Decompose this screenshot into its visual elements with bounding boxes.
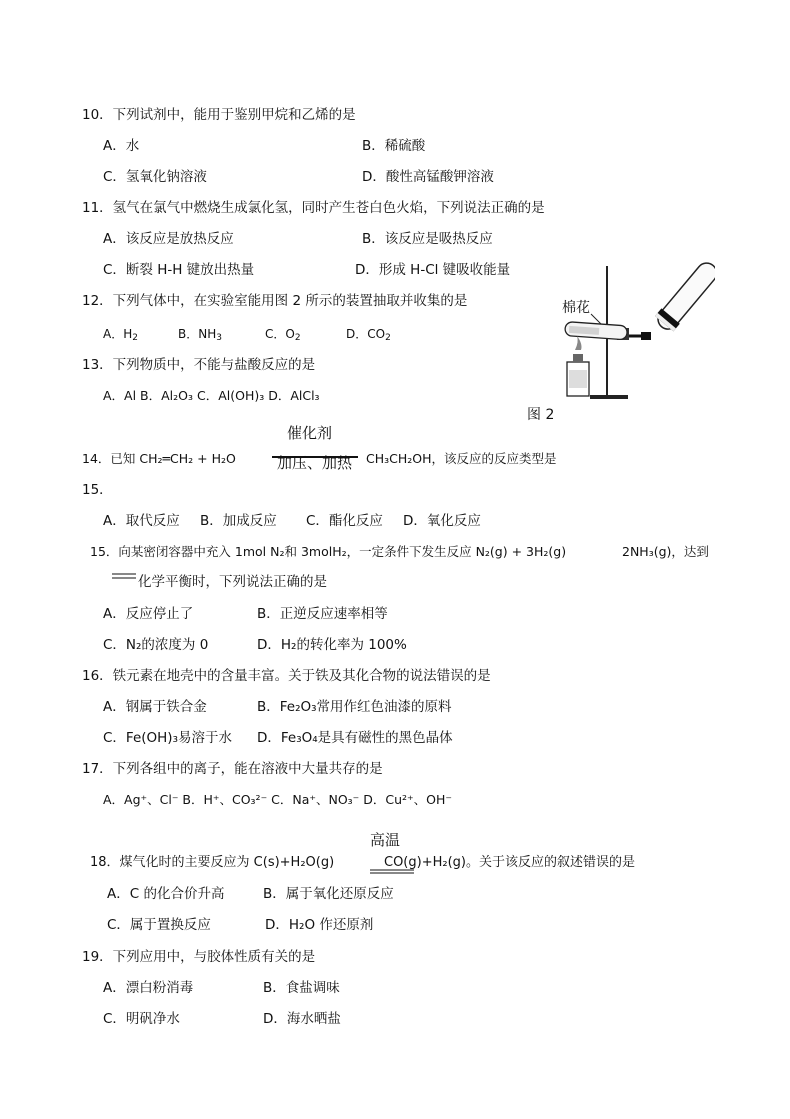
q14-catalyst-label: 催化剂 — [287, 424, 333, 442]
q10-option-d: D．酸性高锰酸钾溶液 — [362, 169, 494, 185]
q18-option-d: D．H₂O 作还原剂 — [265, 917, 374, 933]
question-14-stem-pre: 14．已知 CH₂═CH₂ + H₂O — [82, 451, 236, 466]
q10-option-a: A．水 — [103, 138, 140, 154]
q18-condition-above: 高温 — [370, 831, 401, 849]
question-18-stem-pre: 18．煤气化时的主要反应为 C(s)+H₂O(g) — [90, 855, 335, 870]
q11-option-c: C．断裂 H-H 键放出热量 — [103, 262, 255, 278]
q12-option-c: C．$O_2$ — [265, 327, 301, 343]
question-14-stem-post: CH₃CH₂OH，该反应的反应类型是 — [366, 451, 557, 466]
question-16-stem: 16．铁元素在地壳中的含量丰富。关于铁及其化合物的说法错误的是 — [82, 668, 491, 684]
figure-2-apparatus — [555, 262, 715, 402]
q16-option-d: D．Fe₃O₄是具有磁性的黑色晶体 — [257, 730, 453, 746]
question-10-stem: 10．下列试剂中，能用于鉴别甲烷和乙烯的是 — [82, 107, 356, 123]
q19-option-b: B．食盐调味 — [263, 980, 340, 996]
q11-option-b: B．该反应是吸热反应 — [362, 231, 493, 247]
q16-option-c: C．Fe(OH)₃易溶于水 — [103, 730, 232, 746]
q10-option-c: C．氢氧化钠溶液 — [103, 169, 207, 185]
q14-option-b: B．加成反应 — [200, 513, 277, 529]
equilibrium-arrow-icon — [112, 564, 136, 570]
q12-option-d: D．$CO_2$ — [346, 327, 391, 343]
q17-options: A．Ag⁺、Cl⁻ B．H⁺、CO₃²⁻ C．Na⁺、NO₃⁻ D．Cu²⁺、OH⁻ — [103, 792, 452, 807]
q18-option-a: A．C 的化合价升高 — [107, 886, 225, 902]
question-19-stem: 19．下列应用中，与胶体性质有关的是 — [82, 949, 316, 965]
q10-option-b: B．稀硫酸 — [362, 138, 426, 154]
q18-option-c: C．属于置换反应 — [107, 917, 211, 933]
q12-option-b: B．$NH_3$ — [178, 327, 222, 343]
q15-option-c: C．N₂的浓度为 0 — [103, 637, 209, 653]
question-15-product: 2NH₃(g)，达到 — [622, 544, 709, 559]
q16-option-b: B．Fe₂O₃常用作红色油漆的原料 — [257, 699, 452, 715]
q19-option-c: C．明矾净水 — [103, 1011, 180, 1027]
figure-caption: 图 2 — [527, 407, 555, 423]
cotton-label: 棉花 — [562, 300, 590, 316]
q11-option-d: D．形成 H-Cl 键吸收能量 — [355, 262, 511, 278]
q14-condition-below: 加压、加热 — [277, 454, 353, 472]
question-18-stem-post: CO(g)+H₂(g)。关于该反应的叙述错误的是 — [384, 855, 635, 870]
question-11-stem: 11．氢气在氯气中燃烧生成氯化氢，同时产生苍白色火焰，下列说法正确的是 — [82, 200, 545, 216]
question-15-stem: 15．向某密闭容器中充入 1mol N₂和 3molH₂，一定条件下发生反应 N₂(g) + 3H₂(g) — [90, 544, 567, 559]
q18-option-b: B．属于氧化还原反应 — [263, 886, 394, 902]
q14-option-d: D．氧化反应 — [403, 513, 481, 529]
q15-option-b: B．正逆反应速率相等 — [257, 606, 388, 622]
q19-option-a: A．漂白粉消毒 — [103, 980, 194, 996]
question-15-stem-2: 化学平衡时，下列说法正确的是 — [138, 574, 327, 590]
q14-option-a: A．取代反应 — [103, 513, 180, 529]
q12-option-a: A．$H_2$ — [103, 327, 138, 343]
q13-options: A．Al B．Al₂O₃ C．Al(OH)₃ D．AlCl₃ — [103, 388, 320, 403]
q16-option-a: A．钢属于铁合金 — [103, 699, 207, 715]
apparatus-drawing — [555, 262, 715, 402]
q11-option-a: A．该反应是放热反应 — [103, 231, 234, 247]
q15-option-d: D．H₂的转化率为 100% — [257, 637, 407, 653]
question-17-stem: 17．下列各组中的离子，能在溶液中大量共存的是 — [82, 761, 383, 777]
q15-option-a: A．反应停止了 — [103, 606, 194, 622]
q14-option-c: C．酯化反应 — [306, 513, 383, 529]
question-13-stem: 13．下列物质中，不能与盐酸反应的是 — [82, 357, 316, 373]
q19-option-d: D．海水晒盐 — [263, 1011, 341, 1027]
stray-number-15: 15． — [82, 482, 113, 498]
question-12-stem: 12．下列气体中，在实验室能用图 2 所示的装置抽取并收集的是 — [82, 293, 468, 309]
